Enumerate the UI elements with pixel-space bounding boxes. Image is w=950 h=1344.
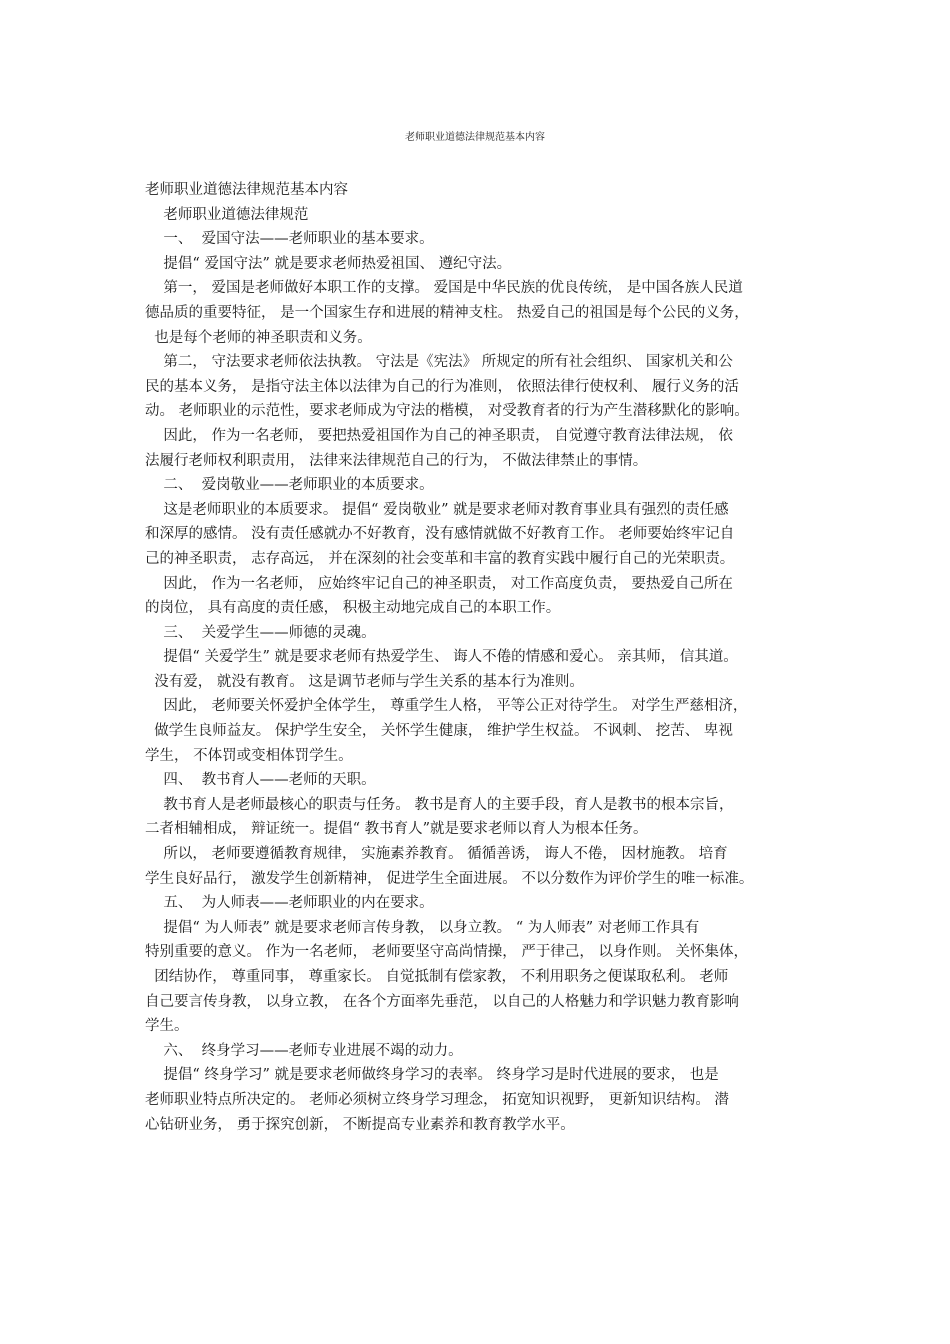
text-line: 二、 爱岗敬业——老师职业的本质要求。 (145, 477, 434, 494)
text-line: 二者相辅相成， 辩证统一。提倡“ 教书育人”就是要求老师以育人为根本任务。 (145, 821, 648, 838)
text-line: 己的神圣职责， 志存高远， 并在深刻的社会变革和丰富的教育实践中履行自己的光荣职责。 (145, 550, 735, 567)
text-line: 提倡“ 爱国守法” 就是要求老师热爱祖国、 遵纪守法。 (145, 255, 512, 272)
text-line: 这是老师职业的本质要求。 提倡“ 爱岗敬业” 就是要求老师对教育事业具有强烈的责任感 (145, 501, 729, 518)
text-line: 心钻研业务， 勇于探究创新， 不断提高专业素养和教育教学水平。 (145, 1116, 575, 1133)
text-line: 六、 终身学习——老师专业进展不竭的动力。 (145, 1042, 463, 1059)
text-line: 老师职业特点所决定的。 老师必须树立终身学习理念， 拓宽知识视野， 更新知识结构。 潜 (145, 1091, 729, 1108)
text-line: 提倡“ 关爱学生” 就是要求老师有热爱学生、 诲人不倦的情感和爱心。 亲其师， 信其道。 (145, 649, 738, 666)
text-line: 学生。 (145, 1018, 189, 1035)
text-line: 学生， 不体罚或变相体罚学生。 (145, 747, 353, 764)
text-line: 没有爱， 就没有教育。 这是调节老师与学生关系的基本行为准则。 (145, 673, 584, 690)
text-line: 提倡“ 终身学习” 就是要求老师做终身学习的表率。 终身学习是时代进展的要求， 也是 (145, 1067, 719, 1084)
text-line: 也是每个老师的神圣职责和义务。 (145, 329, 372, 346)
text-line: 的岗位， 具有高度的责任感， 积极主动地完成自己的本职工作。 (145, 600, 561, 617)
text-line: 因此， 老师要关怀爱护全体学生， 尊重学生人格， 平等公正对待学生。 对学生严慈相济， (145, 698, 748, 715)
text-line: 学生良好品行， 激发学生创新精神， 促进学生全面进展。 不以分数作为评价学生的唯一标准。 (145, 870, 754, 887)
text-line: 团结协作， 尊重同事， 尊重家长。 自觉抵制有偿家教， 不利用职务之便谋取私利。 老师 (145, 969, 729, 985)
text-line: 自己要言传身教， 以身立教， 在各个方面率先垂范， 以自己的人格魅力和学识魅力教育影响 (145, 993, 739, 1010)
text-line: 民的基本义务， 是指守法主体以法律为自己的行为准则， 依照法律行使权利、 履行义务的活 (145, 378, 739, 395)
text-line: 老师职业道德法律规范 (145, 206, 309, 223)
text-line: 法履行老师权利职责用， 法律来法律规范自己的行为， 不做法律禁止的事情。 (145, 452, 648, 469)
text-line: 特别重要的意义。 作为一名老师， 老师要坚守高尚情操， 严于律己， 以身作则。 关怀集体， (145, 944, 749, 961)
text-line: 动。 老师职业的示范性，要求老师成为守法的楷模， 对受教育者的行为产生潜移默化的影响。 (145, 403, 749, 420)
text-line: 四、 教书育人——老师的天职。 (145, 772, 376, 789)
text-line: 德品质的重要特征， 是一个国家生存和进展的精神支柱。 热爱自己的祖国是每个公民的义务， (145, 304, 749, 321)
text-line: 因此， 作为一名老师， 要把热爱祖国作为自己的神圣职责， 自觉遵守教育法律法规， 依 (145, 427, 733, 444)
text-line: 做学生良师益友。 保护学生安全， 关怀学生健康， 维护学生权益。 不讽刺、 挖苦、 卑视 (145, 723, 733, 740)
text-line: 教书育人是老师最核心的职责与任务。 教书是育人的主要手段，育人是教书的根本宗旨， (145, 796, 734, 813)
text-line: 和深厚的感情。 没有责任感就办不好教育，没有感情就做不好教育工作。 老师要始终牢记自 (145, 526, 735, 543)
text-line: 三、 关爱学生——师德的灵魂。 (145, 624, 376, 641)
text-line: 老师职业道德法律规范基本内容 (145, 182, 348, 198)
text-line: 第一， 爱国是老师做好本职工作的支撑。 爱国是中华民族的优良传统， 是中国各族人民道 (145, 280, 743, 297)
text-line: 五、 为人师表——老师职业的内在要求。 (145, 895, 434, 912)
text-line: 因此， 作为一名老师， 应始终牢记自己的神圣职责， 对工作高度负责， 要热爱自己所在 (145, 575, 733, 592)
text-line: 第二， 守法要求老师依法执教。 守法是《宪法》 所规定的所有社会组织、 国家机关和公 (145, 354, 733, 371)
text-line: 所以， 老师要遵循教育规律， 实施素养教育。 循循善诱， 诲人不倦， 因材施教。 培育 (145, 846, 728, 863)
document-body (145, 178, 825, 1137)
text-line: 一、 爱国守法——老师职业的基本要求。 (145, 231, 434, 248)
page-title: 老师职业道德法律规范基本内容 (405, 132, 545, 143)
text-line: 提倡“ 为人师表” 就是要求老师言传身教， 以身立教。 “ 为人师表” 对老师工作具有 (145, 919, 700, 936)
